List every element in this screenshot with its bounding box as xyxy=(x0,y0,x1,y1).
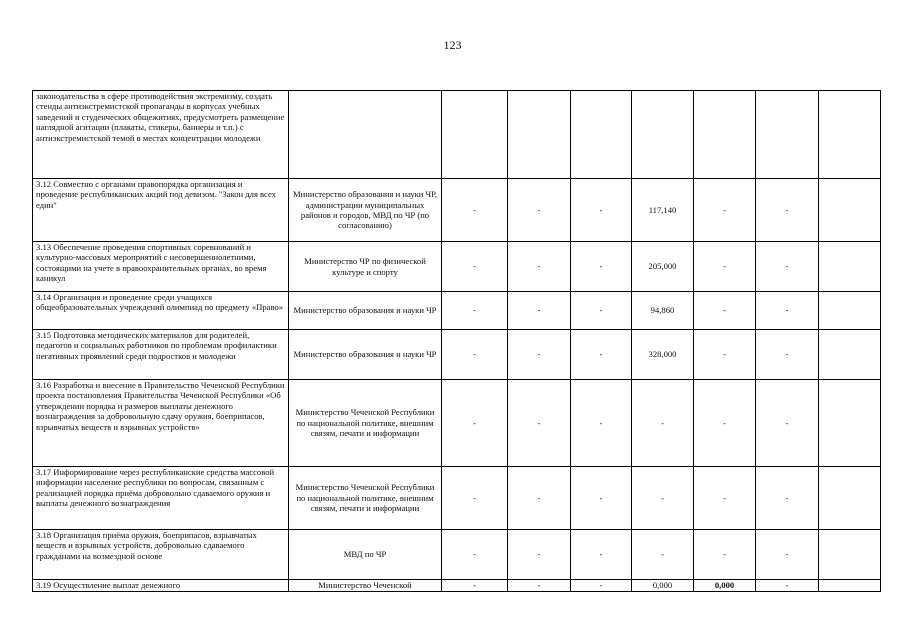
value-cell: - xyxy=(508,380,571,467)
executor-cell: Министерство образования и науки ЧР xyxy=(289,292,442,330)
value-cell: - xyxy=(442,530,508,580)
value-cell xyxy=(819,330,881,380)
value-cell xyxy=(508,91,571,179)
value-cell: - xyxy=(632,467,694,530)
executor-cell: Министерство Чеченской Республики по национальной политике, внешним связям, печати и информации xyxy=(289,380,442,467)
value-cell: - xyxy=(756,179,819,242)
activity-cell: 3.17 Информирование через республиканские средства массовой информации население республики по вопросам, связанным с реализацией порядка приёма добровольно сдаваемого оружия и выплаты денежного вознаграждения xyxy=(33,467,289,530)
table-row xyxy=(33,179,881,242)
value-cell: - xyxy=(442,179,508,242)
value-cell xyxy=(819,242,881,292)
value-cell: - xyxy=(571,380,632,467)
value-cell: - xyxy=(508,530,571,580)
page-number: 123 xyxy=(443,38,462,52)
value-cell: - xyxy=(508,467,571,530)
table-row xyxy=(33,580,881,592)
value-cell: 0,000 xyxy=(632,580,694,592)
table-row xyxy=(33,242,881,292)
table-row xyxy=(33,380,881,467)
activity-cell: 3.12 Совместно с органами правопорядка организация и проведение республиканских акций под девизом. "Закон для всех един" xyxy=(33,179,289,242)
executor-cell: Министерство Чеченской xyxy=(289,580,442,592)
value-cell: - xyxy=(756,380,819,467)
value-cell: - xyxy=(442,330,508,380)
executor-cell: Министерство образования и науки ЧР, администрации муниципальных районов и городов, МВД по ЧР (по согласованию) xyxy=(289,179,442,242)
value-cell xyxy=(571,91,632,179)
value-cell: 0,000 xyxy=(694,580,756,592)
value-cell xyxy=(819,467,881,530)
value-cell: - xyxy=(694,467,756,530)
activity-cell: 3.14 Организация и проведение среди учащихся общеобразовательных учреждений олимпиад по предмету «Право» xyxy=(33,292,289,330)
value-cell: - xyxy=(442,380,508,467)
value-cell: - xyxy=(756,580,819,592)
value-cell: - xyxy=(756,330,819,380)
activity-cell: 3.13 Обеспечение проведения спортивных соревнований и культурно-массовых мероприятий с несовершеннолетними, состоящими на учете в правоохранительных органах, во время каникул xyxy=(33,242,289,292)
value-cell xyxy=(819,580,881,592)
value-cell: - xyxy=(756,530,819,580)
value-cell: 205,000 xyxy=(632,242,694,292)
value-cell xyxy=(756,91,819,179)
value-cell: - xyxy=(442,292,508,330)
value-cell: - xyxy=(508,330,571,380)
value-cell: - xyxy=(508,580,571,592)
value-cell: - xyxy=(694,380,756,467)
value-cell xyxy=(819,530,881,580)
value-cell: - xyxy=(632,530,694,580)
table-row xyxy=(33,292,881,330)
executor-cell: МВД по ЧР xyxy=(289,530,442,580)
value-cell: - xyxy=(571,179,632,242)
value-cell: - xyxy=(508,242,571,292)
table-row xyxy=(33,467,881,530)
value-cell: - xyxy=(632,380,694,467)
value-cell: - xyxy=(571,292,632,330)
value-cell xyxy=(819,179,881,242)
executor-cell xyxy=(289,91,442,179)
value-cell: - xyxy=(442,242,508,292)
table-row xyxy=(33,91,881,179)
value-cell: - xyxy=(571,580,632,592)
value-cell: - xyxy=(694,292,756,330)
value-cell xyxy=(819,380,881,467)
activity-cell: 3.16 Разработка и внесение в Правительство Чеченской Республики проекта постановления Правительства Чеченской Республики «Об утверждении порядка и размеров выплаты денежного вознаграждения за добровольную сдачу оружия, боеприпасов, взрывчатых веществ и взрывных устройств» xyxy=(33,380,289,467)
executor-cell: Министерство образования и науки ЧР xyxy=(289,330,442,380)
value-cell: 117,140 xyxy=(632,179,694,242)
value-cell: - xyxy=(694,242,756,292)
value-cell: - xyxy=(756,467,819,530)
value-cell xyxy=(819,292,881,330)
value-cell: - xyxy=(756,292,819,330)
value-cell: - xyxy=(442,580,508,592)
value-cell xyxy=(442,91,508,179)
value-cell: - xyxy=(694,530,756,580)
program-activities-table xyxy=(32,90,881,592)
value-cell: - xyxy=(571,242,632,292)
table-row xyxy=(33,330,881,380)
executor-cell: Министерство Чеченской Республики по национальной политике, внешним связям, печати и информации xyxy=(289,467,442,530)
value-cell: - xyxy=(571,467,632,530)
activity-cell: 3.19 Осуществление выплат денежного xyxy=(33,580,289,592)
value-cell: - xyxy=(694,179,756,242)
value-cell: - xyxy=(442,467,508,530)
value-cell: - xyxy=(694,330,756,380)
value-cell: - xyxy=(571,530,632,580)
value-cell xyxy=(632,91,694,179)
executor-cell: Министерство ЧР по физической культуре и спорту xyxy=(289,242,442,292)
value-cell: - xyxy=(571,330,632,380)
value-cell: 94,860 xyxy=(632,292,694,330)
value-cell xyxy=(819,91,881,179)
value-cell: 328,000 xyxy=(632,330,694,380)
activity-cell: 3.15 Подготовка методических материалов для родителей, педагогов и социальных работников по проблемам профилактики негативных проявлений среди подростков и молодежи xyxy=(33,330,289,380)
activity-cell: законодательства в сфере противодействия экстремизму, создать стенды антиэкстремистской пропаганды в корпусах учебных заведений и студенческих общежитиях, предусмотреть размещение наглядной агитации (плакаты, стикеры, баннеры и т.п.) с антиэкстремистской темой в местах концентрации молодежи xyxy=(33,91,289,179)
value-cell: - xyxy=(756,242,819,292)
value-cell: - xyxy=(508,292,571,330)
table-row xyxy=(33,530,881,580)
activity-cell: 3.18 Организация приёма оружия, боеприпасов, взрывчатых веществ и взрывных устройств, добровольно сдаваемого гражданами на возмездной основе xyxy=(33,530,289,580)
value-cell xyxy=(694,91,756,179)
value-cell: - xyxy=(508,179,571,242)
